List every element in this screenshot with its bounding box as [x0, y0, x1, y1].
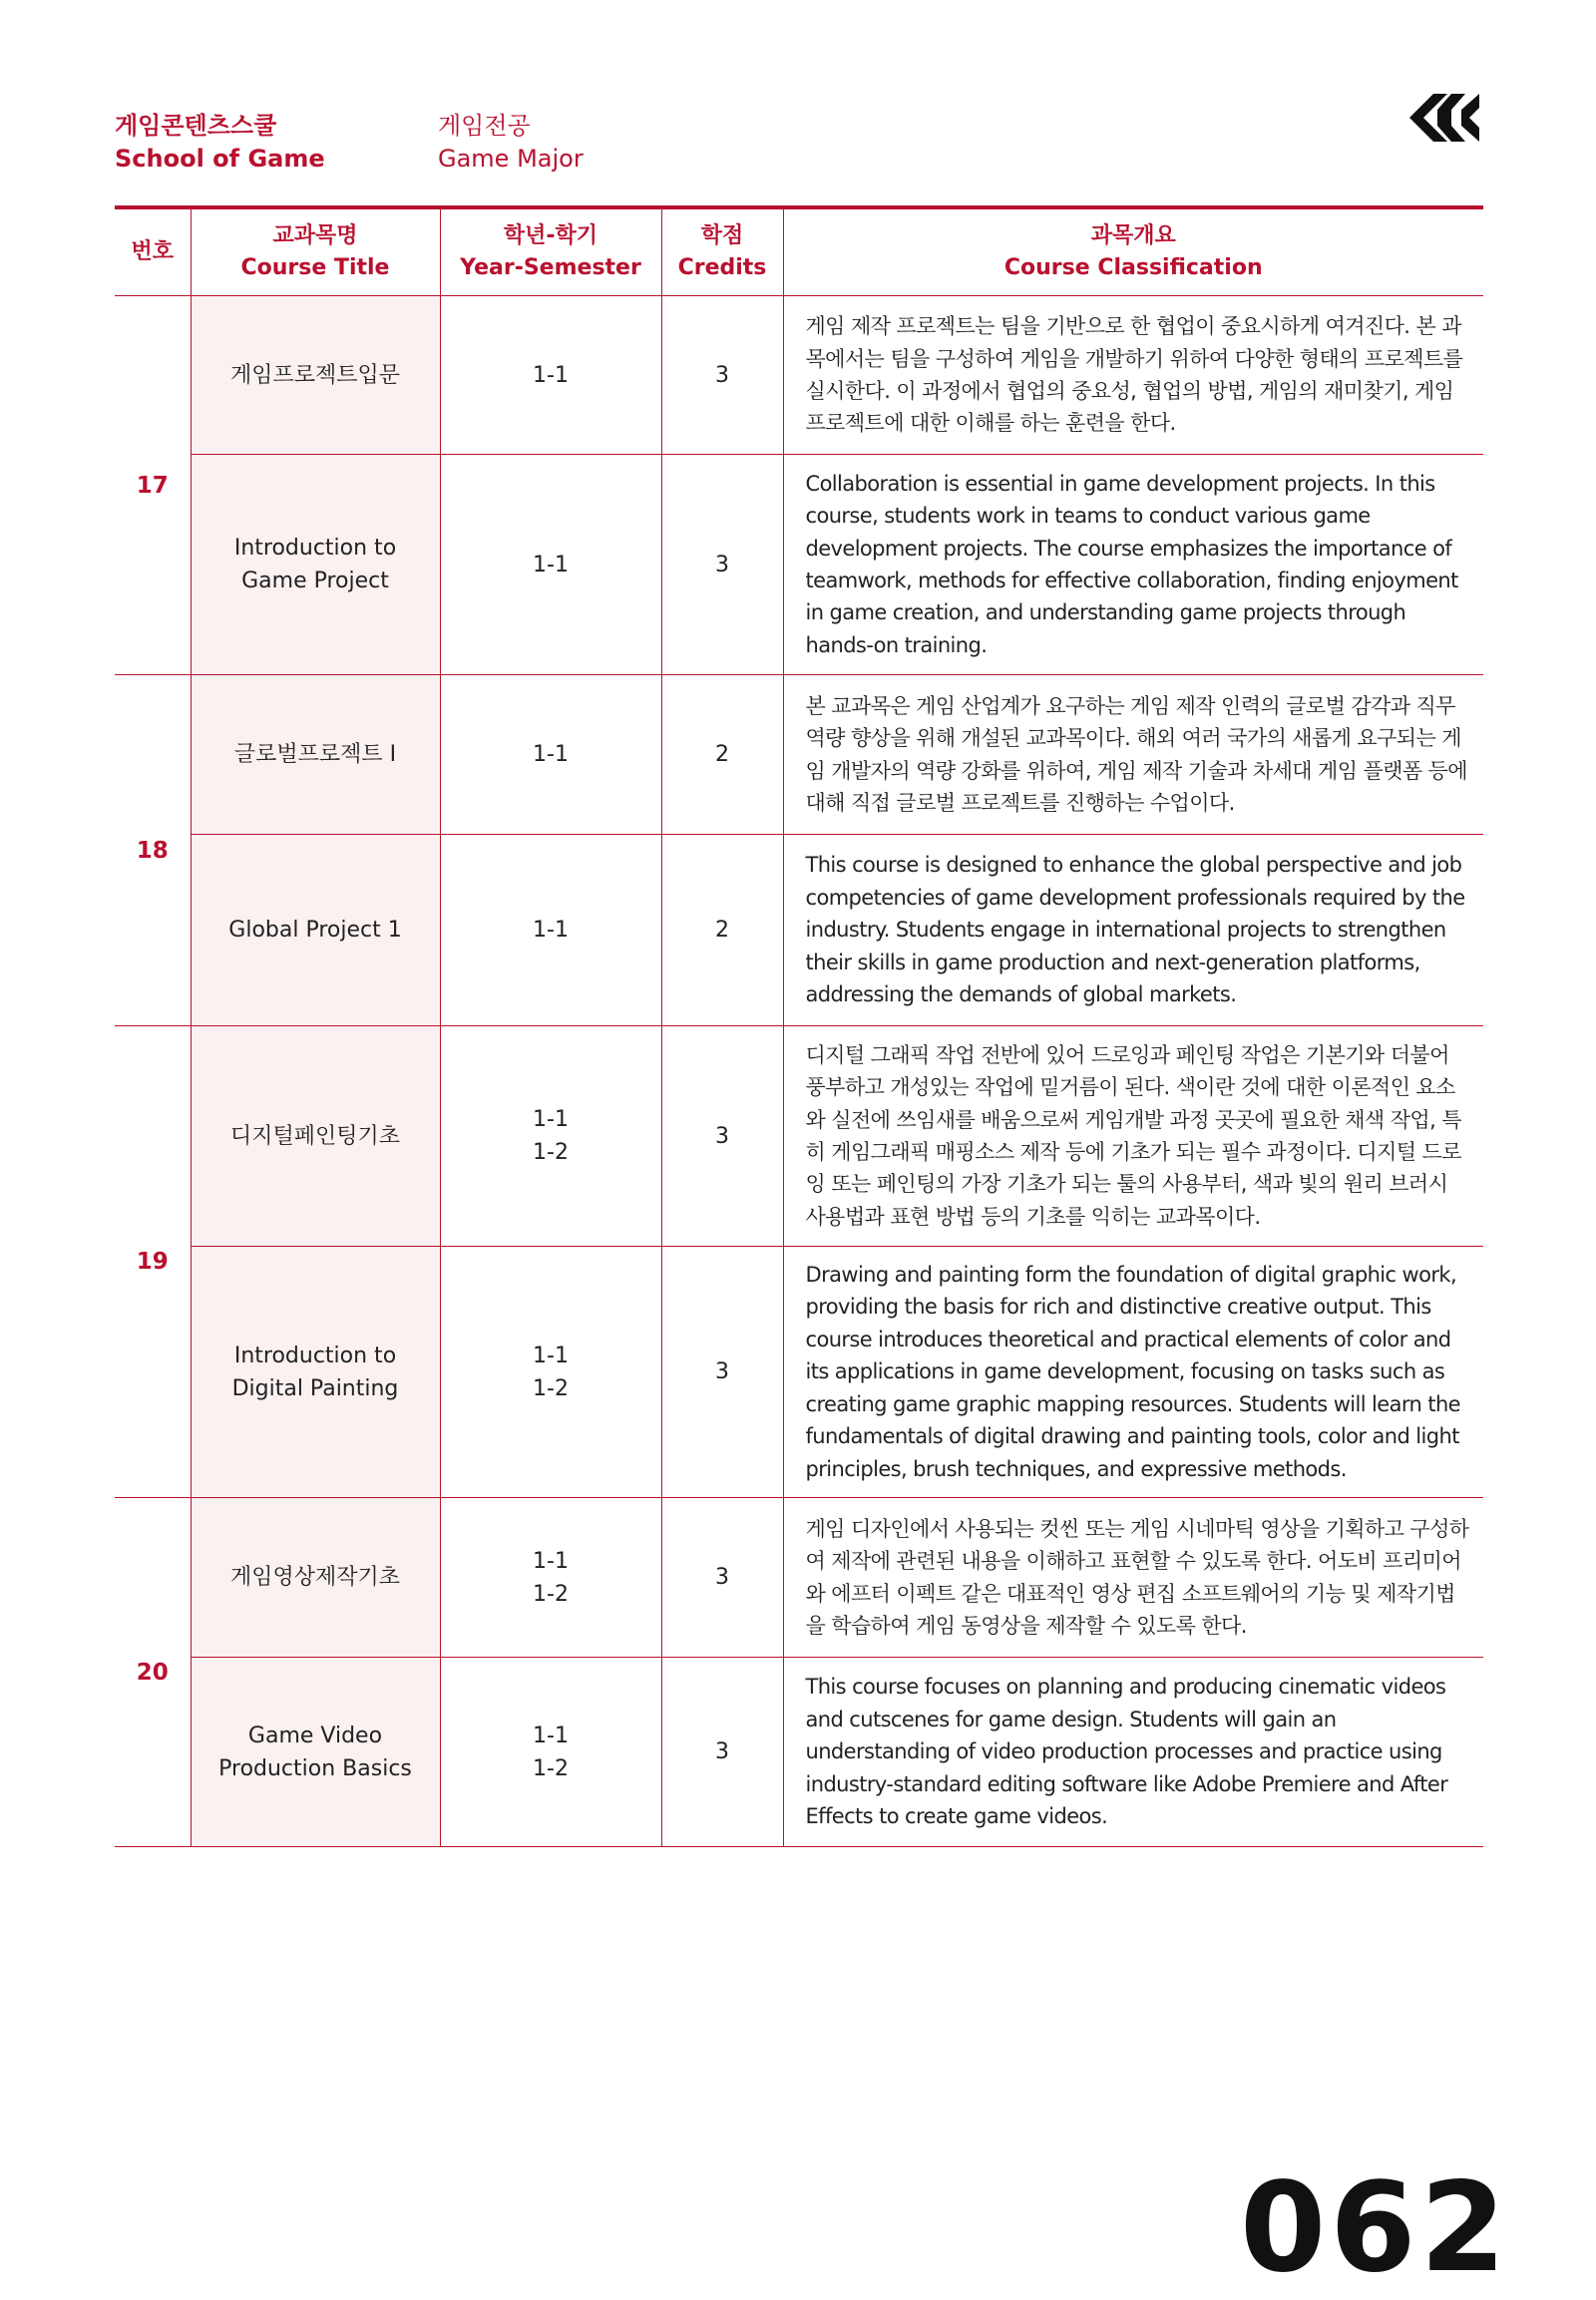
- year-semester: 1-1: [440, 675, 661, 835]
- credits: 3: [661, 1247, 783, 1498]
- table-row: [115, 1498, 1483, 1658]
- column-header-year-semester: 학년-학기 Year-Semester: [440, 209, 661, 296]
- credits: 3: [661, 1658, 783, 1847]
- school-name: [115, 110, 325, 176]
- course-title-ko: 게임영상제작기초: [191, 1498, 440, 1658]
- course-number: 18: [115, 675, 191, 1026]
- year-semester: 1-1 1-2: [440, 1658, 661, 1847]
- credits: 3: [661, 1026, 783, 1247]
- table-row: [115, 835, 1483, 1026]
- column-header-number: 번호: [115, 209, 191, 296]
- table-row: [115, 455, 1483, 675]
- course-title-ko: 글로벌프로젝트 I: [191, 675, 440, 835]
- course-description-en: This course focuses on planning and producing cinematic videos and cutscenes for game design. Students will gain an understanding of video production processes and practice using industry-standard editing software like Adobe Premiere and After Effects to create game videos.: [783, 1658, 1483, 1847]
- course-title-ko: 디지털페인팅기초: [191, 1026, 440, 1247]
- course-title-en: Introduction to Game Project: [191, 455, 440, 675]
- year-semester: 1-1 1-2: [440, 1498, 661, 1658]
- table-row: [115, 1658, 1483, 1847]
- column-header-credits: 학점 Credits: [661, 209, 783, 296]
- course-description-en: Drawing and painting form the foundation of digital graphic work, providing the basis for rich and distinctive creative output. This course introduces theoretical and practical elements of color and its applications in game development, focusing on tasks such as creating game graphic mapping resources. Students will learn the fundamentals of digital drawing and painting tools, color and light principles, brush techniques, and expressive methods.: [783, 1247, 1483, 1498]
- credits: 3: [661, 455, 783, 675]
- column-header-title: 교과목명 Course Title: [191, 209, 440, 296]
- page-number: 062: [1240, 2156, 1510, 2300]
- school-name-ko: 게임콘텐츠스쿨: [115, 112, 277, 140]
- year-semester: 1-1: [440, 835, 661, 1026]
- course-description-en: Collaboration is essential in game development projects. In this course, students work in teams to conduct various game development projects. The course emphasizes the importance of teamwork, methods for effective collaboration, finding enjoyment in game creation, and understanding game projects through hands-on training.: [783, 455, 1483, 675]
- course-title-en: Global Project 1: [191, 835, 440, 1026]
- page-header: [115, 110, 1481, 190]
- course-number: 17: [115, 296, 191, 675]
- credits: 3: [661, 296, 783, 455]
- major-name-ko: 게임전공: [438, 112, 531, 140]
- year-semester: 1-1: [440, 296, 661, 455]
- table-row: [115, 675, 1483, 835]
- year-semester: 1-1: [440, 455, 661, 675]
- course-title-en: Game Video Production Basics: [191, 1658, 440, 1847]
- course-title-ko: 게임프로젝트입문: [191, 296, 440, 455]
- course-description-en: This course is designed to enhance the global perspective and job competencies of game development professionals required by the industry. Students engage in international projects to strengthen their skills in game production and next-generation platforms, addressing the demands of global markets.: [783, 835, 1483, 1026]
- table-row: [115, 1026, 1483, 1247]
- table-header-row: [115, 209, 1483, 296]
- major-name: [438, 110, 584, 176]
- course-description-ko: 게임 디자인에서 사용되는 컷씬 또는 게임 시네마틱 영상을 기획하고 구성하여 제작에 관련된 내용을 이해하고 표현할 수 있도록 한다. 어도비 프리미어와 에프터 이펙트 같은 대표적인 영상 편집 소프트웨어의 기능 및 제작기법을 학습하여 게임 동영상을 제작할 수 있도록 한다.: [783, 1498, 1483, 1658]
- credits: 3: [661, 1498, 783, 1658]
- year-semester: 1-1 1-2: [440, 1026, 661, 1247]
- course-number: 19: [115, 1026, 191, 1498]
- course-title-en: Introduction to Digital Painting: [191, 1247, 440, 1498]
- course-description-ko: 게임 제작 프로젝트는 팀을 기반으로 한 협업이 중요시하게 여겨진다. 본 과목에서는 팀을 구성하여 게임을 개발하기 위하여 다양한 형태의 프로젝트를 실시한다. 이 과정에서 협업의 중요성, 협업의 방법, 게임의 재미찾기, 게임 프로젝트에 대한 이해를 하는 훈련을 한다.: [783, 296, 1483, 455]
- course-description-ko: 본 교과목은 게임 산업계가 요구하는 게임 제작 인력의 글로벌 감각과 직무 역량 향상을 위해 개설된 교과목이다. 해외 여러 국가의 새롭게 요구되는 게임 개발자의 역량 강화를 위하여, 게임 제작 기술과 차세대 게임 플랫폼 등에 대해 직접 글로벌 프로젝트를 진행하는 수업이다.: [783, 675, 1483, 835]
- major-name-en: Game Major: [438, 145, 584, 173]
- course-table: [115, 209, 1483, 1847]
- ck-logo-icon: [1403, 90, 1481, 146]
- course-description-ko: 디지털 그래픽 작업 전반에 있어 드로잉과 페인팅 작업은 기본기와 더불어 풍부하고 개성있는 작업에 밑거름이 된다. 색이란 것에 대한 이론적인 요소와 실전에 쓰임새를 배움으로써 게임개발 과정 곳곳에 필요한 채색 작업, 특히 게임그래픽 매핑소스 제작 등에 기초가 되는 필수 과정이다. 디지털 드로잉 또는 페인팅의 가장 기초가 되는 툴의 사용부터, 색과 빛의 원리 브러시 사용법과 표현 방법 등의 기초를 익히는 교과목이다.: [783, 1026, 1483, 1247]
- column-header-classification: 과목개요 Course Classification: [783, 209, 1483, 296]
- course-number: 20: [115, 1498, 191, 1847]
- credits: 2: [661, 835, 783, 1026]
- table-row: [115, 296, 1483, 455]
- table-row: [115, 1247, 1483, 1498]
- year-semester: 1-1 1-2: [440, 1247, 661, 1498]
- school-name-en: School of Game: [115, 145, 325, 173]
- credits: 2: [661, 675, 783, 835]
